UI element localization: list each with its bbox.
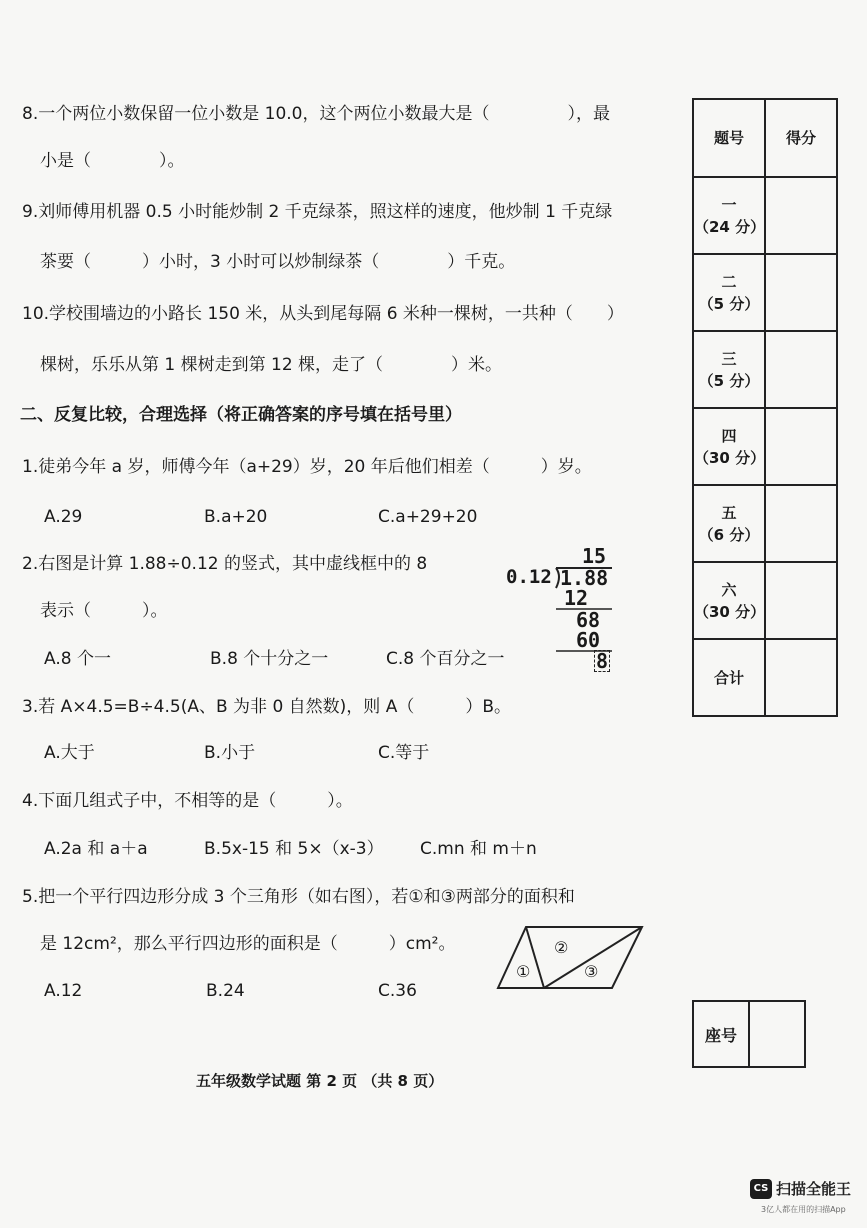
score-cell-5[interactable]	[765, 485, 837, 562]
q10-line1: 10.学校围墙边的小路长 150 米，从头到尾每隔 6 米种一棵树，一共种（ ）	[22, 304, 624, 324]
division-lines	[500, 540, 620, 680]
s2-q2-option-c: C.8 个百分之一	[386, 649, 505, 669]
triangle-label-3: ③	[584, 962, 599, 981]
q9-line2: 茶要（ ）小时，3 小时可以炒制绿茶（ ）千克。	[40, 252, 516, 272]
seat-number-table	[692, 1000, 806, 1068]
division-divisor: 0.12	[506, 566, 552, 588]
score-header-score: 得分	[765, 99, 837, 177]
long-division-figure	[500, 540, 620, 680]
division-step1: 12	[564, 586, 589, 610]
score-cell-3[interactable]	[765, 331, 837, 408]
score-row-3: 三 （5 分）	[693, 331, 765, 408]
s2-q4-option-b: B.5x-15 和 5×（x-3）	[204, 839, 384, 859]
score-cell-1[interactable]	[765, 177, 837, 254]
section2-heading: 二、反复比较，合理选择（将正确答案的序号填在括号里）	[20, 405, 462, 425]
q8-line2: 小是（ ）。	[40, 151, 185, 171]
score-row-6: 六 （30 分）	[693, 562, 765, 639]
page-footer: 五年级数学试题 第 2 页 （共 8 页）	[196, 1072, 444, 1090]
score-row-total: 合计	[693, 639, 765, 716]
q9-line1: 9.刘师傅用机器 0.5 小时能炒制 2 千克绿茶，照这样的速度，他炒制 1 千克绿	[22, 202, 613, 222]
camscanner-logo-icon: CS	[750, 1179, 772, 1199]
s2-q5-option-a: A.12	[44, 981, 83, 1001]
s2-q1-stem: 1.徒弟今年 a 岁，师傅今年（a+29）岁，20 年后他们相差（ ）岁。	[22, 457, 592, 477]
s2-q3-option-a: A.大于	[44, 743, 95, 763]
s2-q3-option-b: B.小于	[204, 743, 256, 763]
s2-q2-option-b: B.8 个十分之一	[210, 649, 329, 669]
score-row-4: 四 （30 分）	[693, 408, 765, 485]
score-cell-2[interactable]	[765, 254, 837, 331]
s2-q2-stem: 2.右图是计算 1.88÷0.12 的竖式，其中虚线框中的 8	[22, 554, 428, 574]
triangle-label-1: ①	[516, 962, 531, 981]
score-cell-4[interactable]	[765, 408, 837, 485]
score-row-1: 一 （24 分）	[693, 177, 765, 254]
s2-q1-option-c: C.a+29+20	[378, 507, 478, 527]
s2-q4-option-a: A.2a 和 a＋a	[44, 839, 148, 859]
triangle-label-2: ②	[554, 938, 569, 957]
s2-q1-option-b: B.a+20	[204, 507, 268, 527]
division-step3: 60	[576, 628, 601, 652]
division-dividend: 1.88	[560, 566, 609, 590]
division-remainder-box: 8	[596, 649, 609, 673]
q8-line1: 8.一个两位小数保留一位小数是 10.0，这个两位小数最大是（ ），最	[22, 104, 610, 124]
s2-q5-stem2: 是 12cm²，那么平行四边形的面积是（ ）cm²。	[40, 934, 456, 954]
score-cell-total[interactable]	[765, 639, 837, 716]
s2-q3-stem: 3.若 A×4.5=B÷4.5(A、B 为非 0 自然数)，则 A（ ）B。	[22, 697, 511, 717]
division-step2: 68	[576, 608, 601, 632]
score-table	[692, 98, 838, 717]
s2-q2-stem2: 表示（ ）。	[40, 601, 168, 621]
seat-label: 座号	[693, 1001, 749, 1067]
s2-q4-stem: 4.下面几组式子中，不相等的是（ ）。	[22, 791, 353, 811]
s2-q4-option-c: C.mn 和 m＋n	[420, 839, 537, 859]
parallelogram-figure	[496, 924, 646, 990]
q10-line2: 棵树，乐乐从第 1 棵树走到第 12 棵，走了（ ）米。	[40, 355, 503, 375]
score-row-2: 二 （5 分）	[693, 254, 765, 331]
score-row-5: 五 （6 分）	[693, 485, 765, 562]
s2-q5-stem: 5.把一个平行四边形分成 3 个三角形（如右图），若①和③两部分的面积和	[22, 887, 575, 907]
score-cell-6[interactable]	[765, 562, 837, 639]
s2-q5-option-b: B.24	[206, 981, 245, 1001]
watermark-subtitle: 3亿人都在用的扫描App	[761, 1205, 846, 1214]
scanner-watermark	[750, 1178, 851, 1199]
s2-q1-option-a: A.29	[44, 507, 83, 527]
seat-cell[interactable]	[749, 1001, 805, 1067]
watermark-brand: 扫描全能王	[776, 1180, 852, 1198]
s2-q2-option-a: A.8 个一	[44, 649, 111, 669]
score-header-number: 题号	[693, 99, 765, 177]
s2-q3-option-c: C.等于	[378, 743, 430, 763]
s2-q5-option-c: C.36	[378, 981, 417, 1001]
division-quotient: 15	[582, 544, 607, 568]
